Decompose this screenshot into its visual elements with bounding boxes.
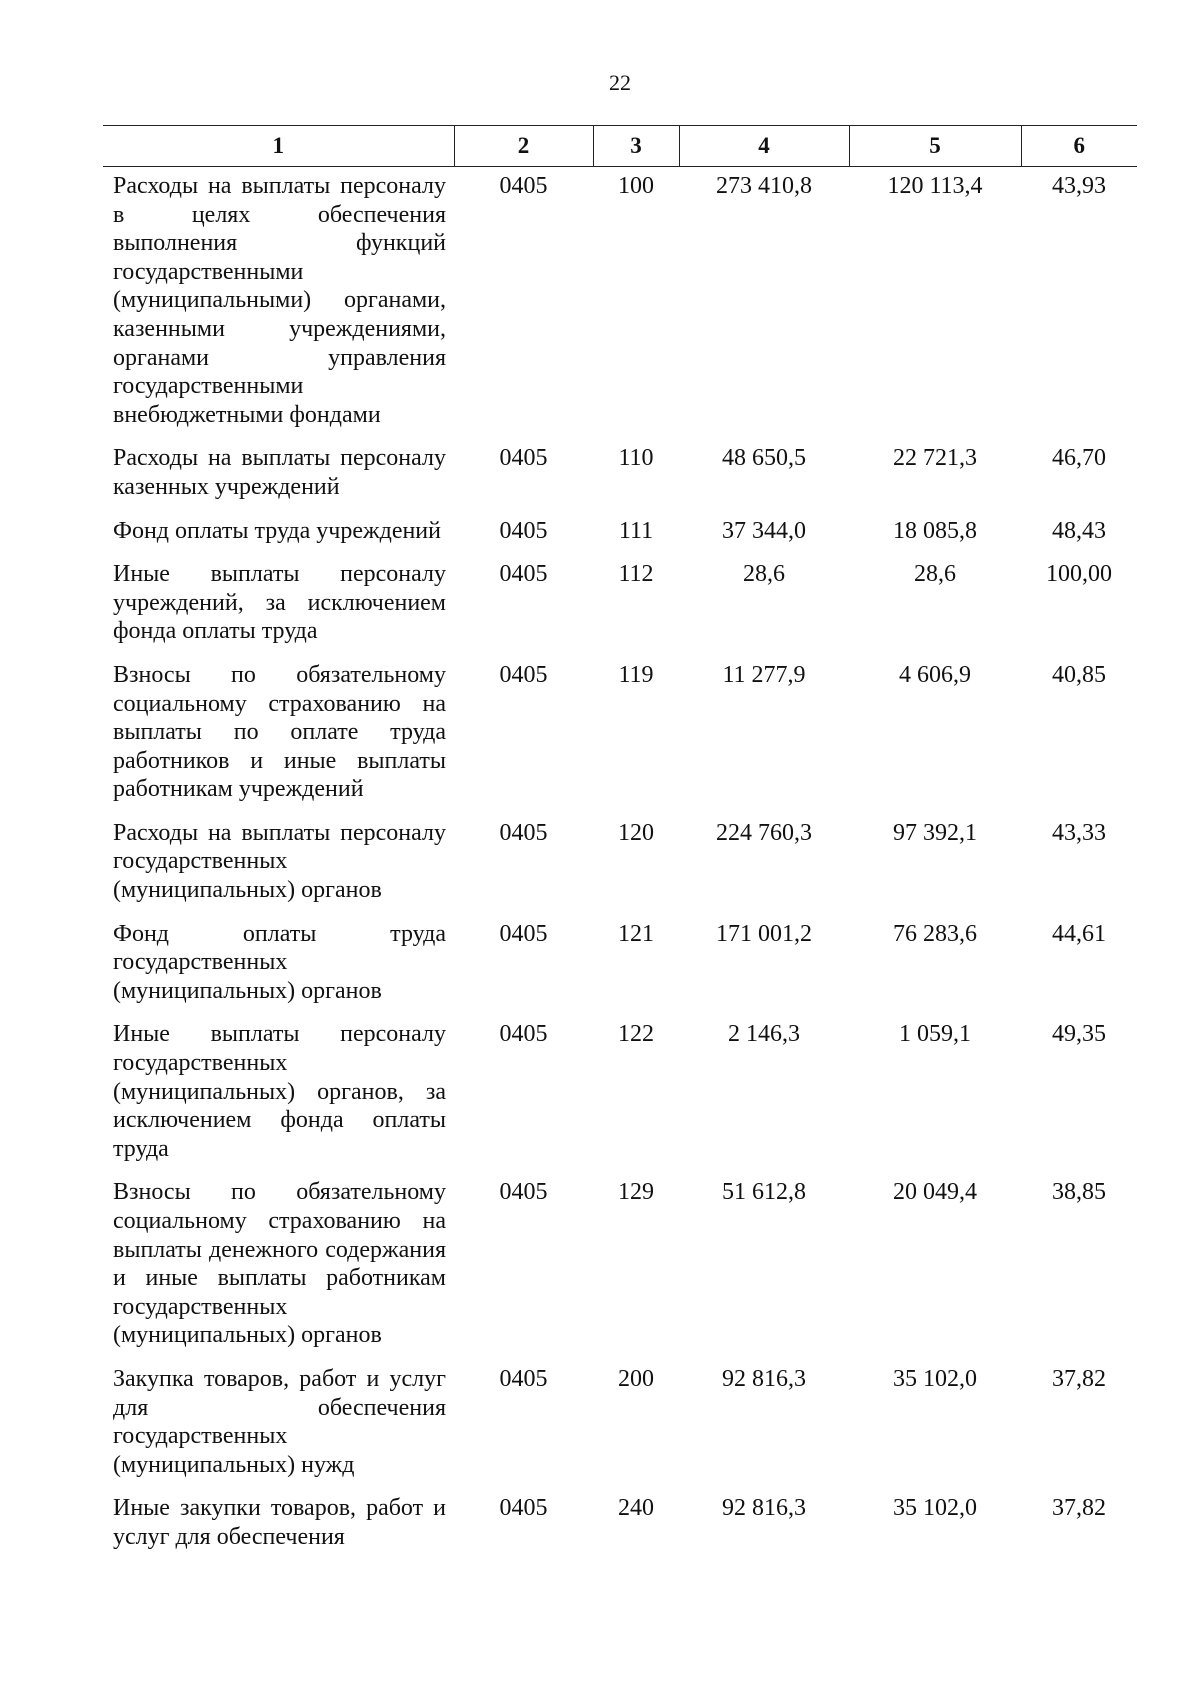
row-code: 100 — [618, 173, 654, 199]
budget-table — [103, 125, 1137, 1564]
row-name: Иные выплаты персоналу учреждений, за исключением фонда оплаты труда — [113, 561, 446, 645]
row-percent: 37,82 — [1052, 1495, 1106, 1522]
col-header-1: 1 — [103, 126, 454, 167]
row-name: Фонд оплаты труда государственных (муниципальных) органов — [113, 920, 446, 1004]
table-row — [103, 816, 1137, 917]
row-name: Фонд оплаты труда учреждений — [113, 517, 441, 544]
row-percent: 48,43 — [1052, 517, 1106, 544]
row-name: Взносы по обязательному социальному страхованию на выплаты по оплате труда работников и иные выплаты работникам учреждений — [113, 661, 446, 803]
table-row — [103, 917, 1137, 1018]
row-name: Иные выплаты персоналу государственных (муниципальных) органов, за исключением фонда оплаты труда — [113, 1021, 446, 1162]
row-percent: 38,85 — [1052, 1179, 1106, 1206]
row-fact: 97 392,1 — [893, 819, 977, 846]
row-code: 112 — [618, 561, 654, 588]
row-plan: 48 650,5 — [722, 445, 806, 472]
row-plan: 2 146,3 — [728, 1021, 800, 1048]
row-code: 122 — [618, 1021, 654, 1048]
row-section: 0405 — [499, 661, 548, 688]
row-plan: 171 001,2 — [716, 920, 812, 947]
row-plan: 37 344,0 — [722, 517, 806, 544]
table-row — [103, 658, 1137, 816]
row-fact: 4 606,9 — [899, 661, 971, 688]
row-name: Расходы на выплаты персоналу государственных (муниципальных) органов — [113, 819, 446, 904]
row-percent: 40,85 — [1052, 661, 1106, 688]
row-section: 0405 — [499, 173, 548, 199]
table-row — [103, 441, 1137, 513]
row-section: 0405 — [499, 517, 548, 544]
row-name: Расходы на выплаты персоналу казенных учреждений — [113, 445, 446, 500]
row-plan: 273 410,8 — [716, 173, 812, 199]
row-section: 0405 — [499, 819, 548, 846]
row-plan: 28,6 — [743, 561, 785, 588]
table-row — [103, 1491, 1137, 1563]
col-header-5: 5 — [849, 126, 1021, 167]
row-percent: 43,93 — [1052, 173, 1106, 199]
row-percent: 43,33 — [1052, 819, 1106, 846]
row-code: 129 — [618, 1179, 654, 1206]
row-name: Расходы на выплаты персоналу в целях обеспечения выполнения функций государственными (муниципальными) органами, казенными учреждениями, органами управления государственными внебюджетными фондами — [113, 173, 446, 428]
row-fact: 20 049,4 — [893, 1179, 977, 1206]
row-code: 200 — [618, 1365, 654, 1392]
row-code: 240 — [618, 1495, 654, 1522]
row-name: Иные закупки товаров, работ и услуг для обеспечения — [113, 1495, 446, 1550]
row-section: 0405 — [499, 561, 548, 588]
row-code: 119 — [618, 661, 654, 688]
row-name: Закупка товаров, работ и услуг для обеспечения государственных (муниципальных) нужд — [113, 1365, 446, 1478]
row-code: 110 — [618, 445, 654, 472]
row-fact: 22 721,3 — [893, 445, 977, 472]
row-fact: 35 102,0 — [893, 1495, 977, 1522]
row-percent: 44,61 — [1052, 920, 1106, 947]
table-row — [103, 557, 1137, 658]
table-row — [103, 1175, 1137, 1362]
page-number: 22 — [609, 70, 631, 95]
table-header-row — [103, 126, 1137, 167]
row-plan: 92 816,3 — [722, 1495, 806, 1522]
row-fact: 120 113,4 — [887, 173, 983, 199]
table-row — [103, 1017, 1137, 1175]
row-code: 121 — [618, 920, 654, 947]
row-section: 0405 — [499, 1179, 548, 1206]
row-name: Взносы по обязательному социальному страхованию на выплаты денежного содержания и иные выплаты работникам государственных (муниципальных) органов — [113, 1179, 446, 1349]
row-section: 0405 — [499, 920, 548, 947]
col-header-2: 2 — [454, 126, 593, 167]
row-code: 111 — [618, 517, 654, 544]
row-section: 0405 — [499, 1365, 548, 1392]
row-fact: 76 283,6 — [893, 920, 977, 947]
table-row — [103, 1362, 1137, 1491]
row-plan: 51 612,8 — [722, 1179, 806, 1206]
col-header-6: 6 — [1021, 126, 1137, 167]
table-row — [103, 167, 1137, 442]
row-percent: 37,82 — [1052, 1365, 1106, 1392]
row-section: 0405 — [499, 1495, 548, 1522]
row-plan: 11 277,9 — [722, 661, 806, 688]
col-header-3: 3 — [593, 126, 679, 167]
col-header-4: 4 — [679, 126, 849, 167]
row-plan: 224 760,3 — [716, 819, 812, 846]
table-row — [103, 514, 1137, 558]
row-code: 120 — [618, 819, 654, 846]
row-fact: 28,6 — [914, 561, 956, 588]
row-fact: 35 102,0 — [893, 1365, 977, 1392]
row-fact: 18 085,8 — [893, 517, 977, 544]
row-percent: 100,00 — [1046, 561, 1112, 588]
row-section: 0405 — [499, 445, 548, 472]
row-percent: 46,70 — [1052, 445, 1106, 472]
row-plan: 92 816,3 — [722, 1365, 806, 1392]
row-section: 0405 — [499, 1021, 548, 1048]
row-percent: 49,35 — [1052, 1021, 1106, 1048]
row-fact: 1 059,1 — [899, 1021, 971, 1048]
